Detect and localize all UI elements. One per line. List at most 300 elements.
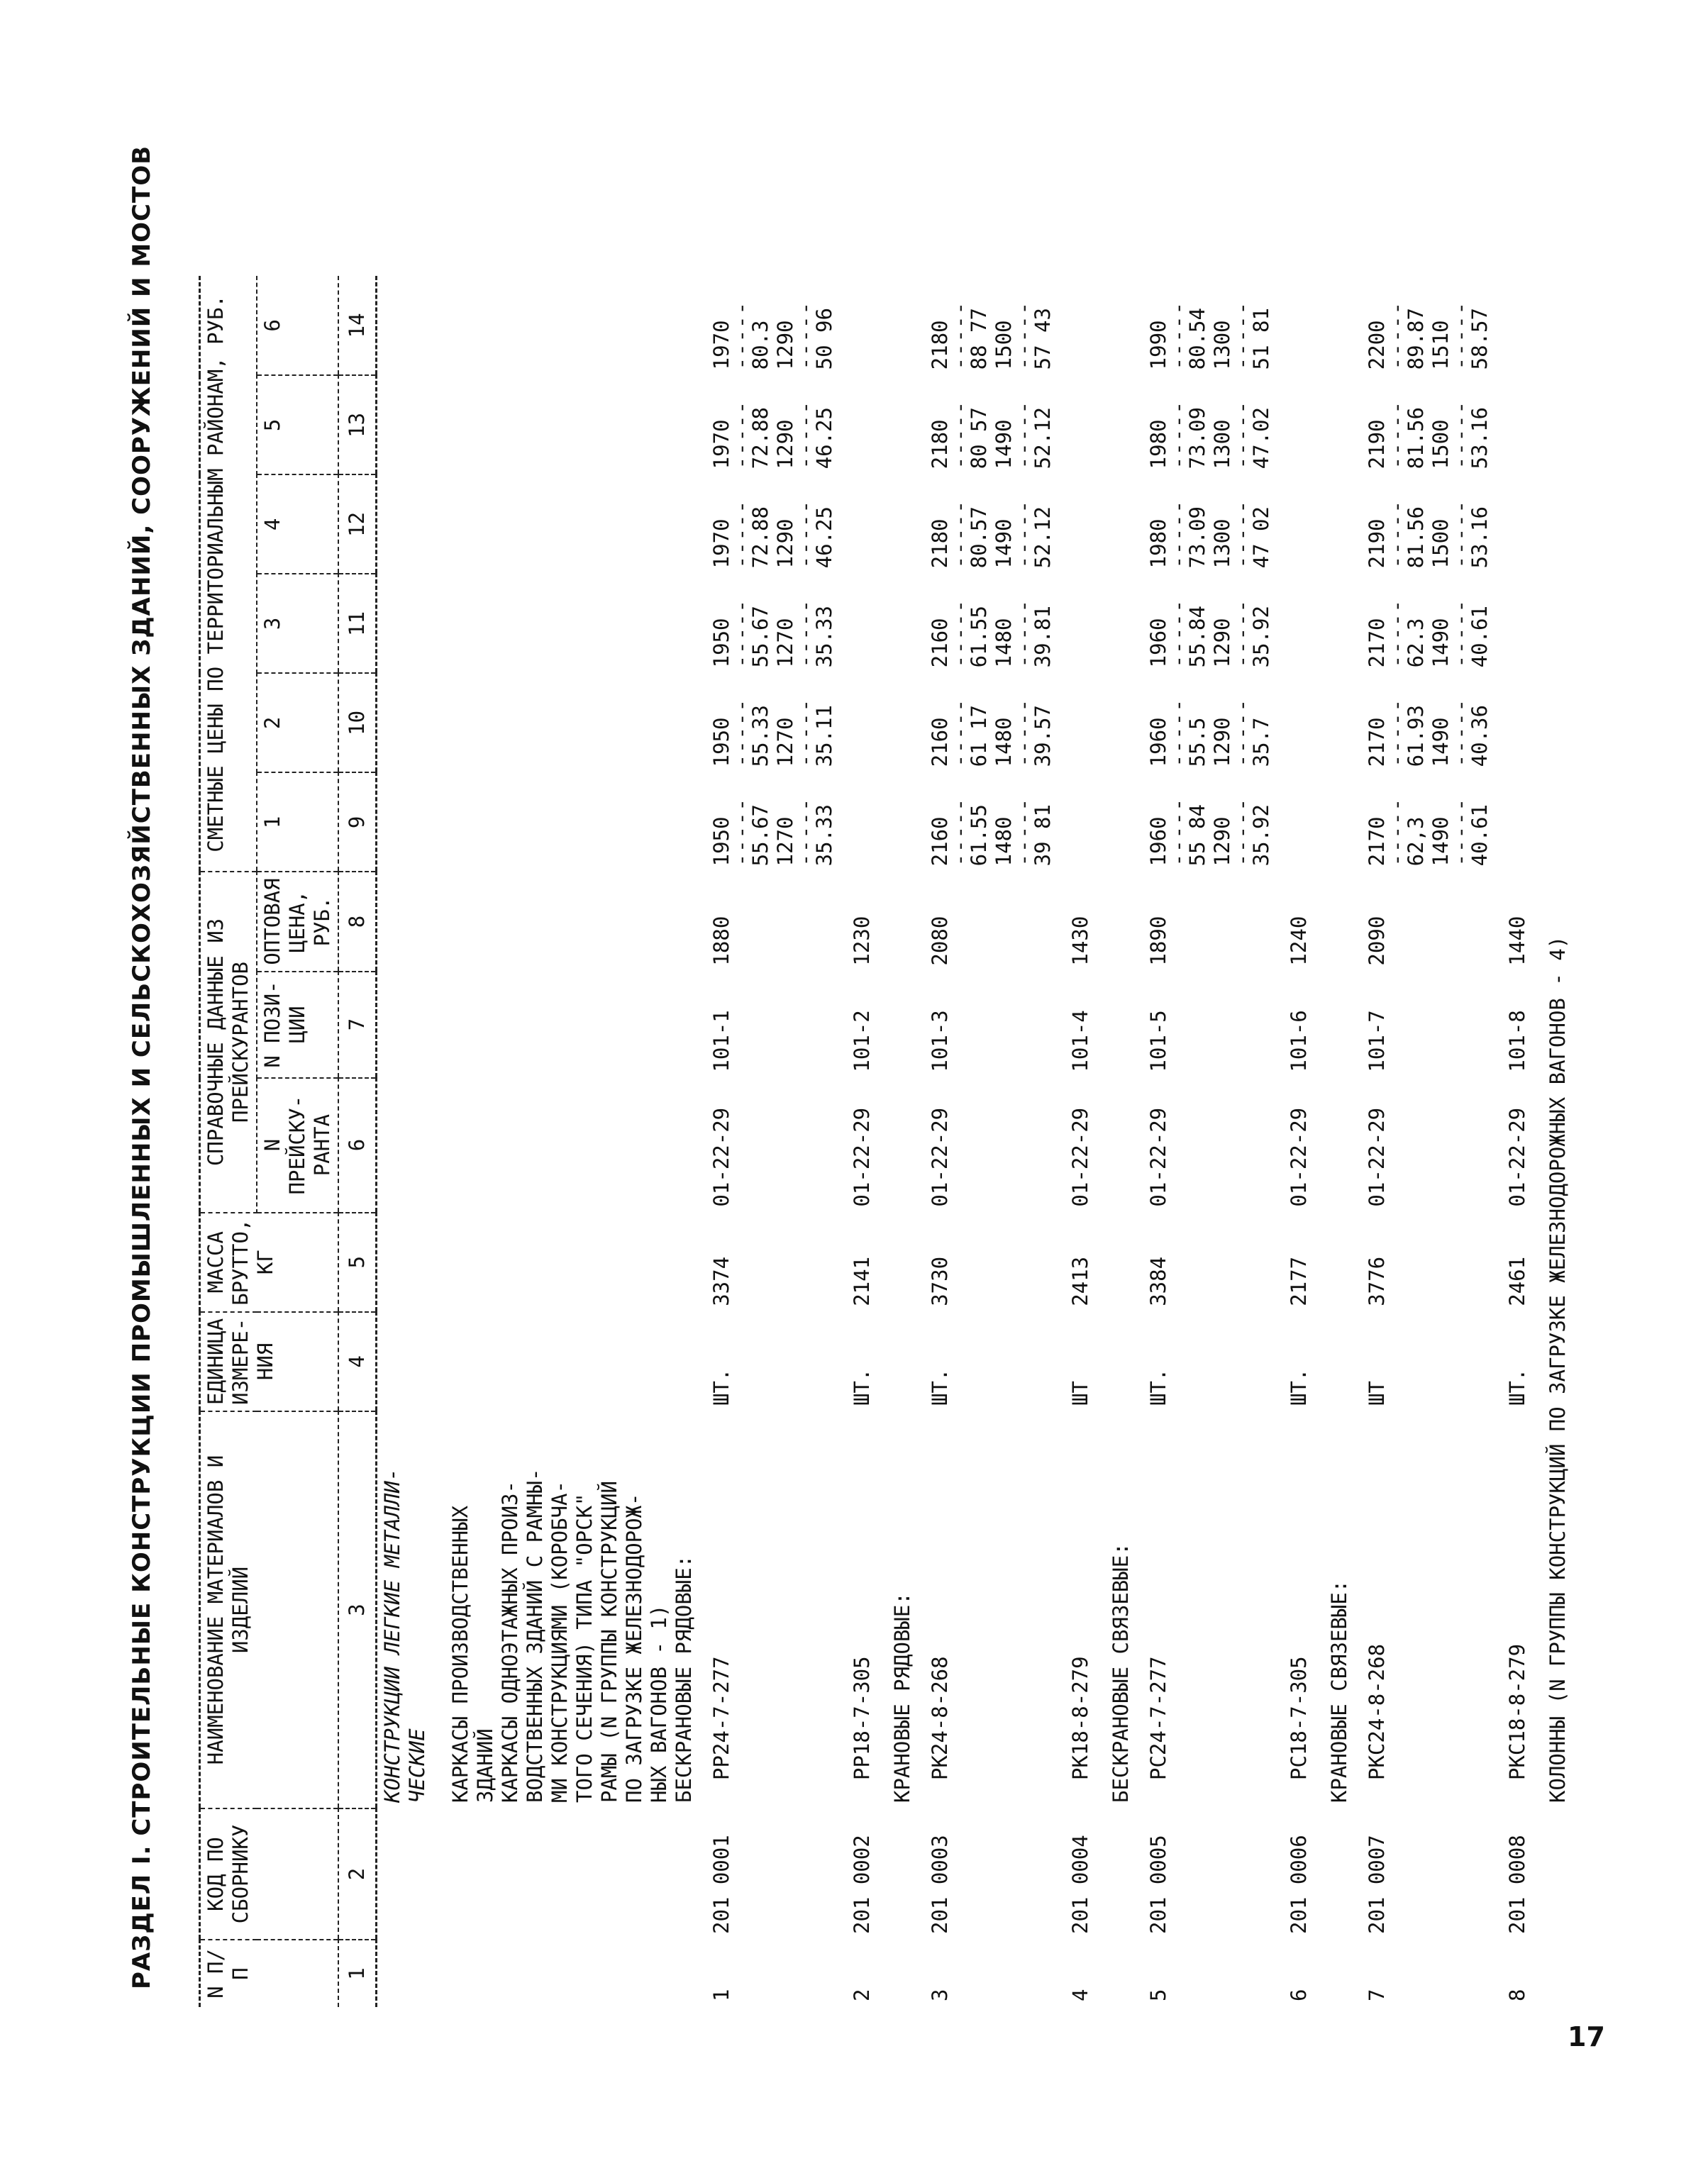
region-price [1136,772,1277,872]
row-code: 201 0005 [1146,1835,1170,1934]
row-mass: 2461 [1505,1256,1529,1306]
dash-divider: ----- [1448,698,1473,767]
header-prices-group: СМЕТНЫЕ ЦЕНЫ ПО ТЕРРИТОРИАЛЬНЫМ РАЙОНАМ, РУБ. [200,276,257,872]
region-price [918,772,1058,872]
colnum: 13 [338,375,377,474]
price-extra: 52.12 [1031,407,1055,469]
row-position: 101-5 [1146,1010,1170,1072]
dash-divider: ----- [1166,301,1190,370]
header-mass: МАССА БРУТТО, КГ [200,1213,339,1312]
dash-divider: ----- [793,698,817,767]
header-region-6: 6 [257,276,338,375]
dash-divider: ----- [948,797,972,867]
price-bottom: 1300 [1210,419,1234,469]
price-top: 1950 [709,816,733,867]
price-top: 1980 [1146,518,1170,569]
row-unit: ШТ. [850,1368,874,1406]
region-price [1355,474,1495,574]
price-frac: 61 17 [967,705,991,767]
price-extra: 50 96 [812,308,836,370]
row-position: 101-6 [1287,1010,1311,1072]
colnum: 10 [338,673,377,772]
dash-divider: ----- [729,698,753,767]
header-region-2: 2 [257,673,338,772]
colnum: 2 [338,1808,377,1940]
region-price [918,673,1058,772]
region-price [699,673,840,772]
header-ref-group: СПРАВОЧНЫЕ ДАННЫЕ ИЗ ПРЕЙСКУРАНТОВ [200,872,257,1212]
price-bottom: 1490 [1429,717,1453,767]
row-number: 4 [1068,1989,1092,2001]
row-mass: 3730 [928,1256,952,1306]
region-price [1277,474,1314,574]
footer-row [1533,276,1573,2007]
price-bottom: 1490 [1429,618,1453,668]
price-frac: 80.54 [1185,308,1209,370]
dash-divider: ----- [948,301,972,370]
dash-divider: ----- [948,400,972,469]
row-number: 7 [1365,1989,1389,2001]
row-position: 101-2 [850,1010,874,1072]
price-extra: 39.57 [1031,705,1055,767]
dash-divider: ----- [1385,499,1409,569]
dash-divider: ----- [1011,698,1036,767]
row-wholesale: 1880 [709,916,733,966]
region-price [840,772,877,872]
dash-divider: ----- [1448,400,1473,469]
price-top: 2160 [928,618,952,668]
price-bottom: 1500 [992,320,1016,370]
price-extra: 58.57 [1468,308,1492,370]
dash-divider: ----- [793,797,817,867]
colnum: 12 [338,474,377,574]
region-price [918,574,1058,673]
price-top: 1950 [709,618,733,668]
colnum: 8 [338,872,377,971]
price-top: 2160 [928,816,952,867]
region-price [699,474,840,574]
dash-divider: ----- [1385,301,1409,370]
price-frac: 72.88 [748,506,772,569]
row-unit: ШТ [1068,1381,1092,1406]
price-extra: 47 02 [1249,506,1273,569]
row-pricelist: 01-22-29 [1146,1107,1170,1207]
row-pricelist: 01-22-29 [709,1107,733,1207]
dash-divider: ----- [1166,599,1190,668]
region-price [1355,772,1495,872]
row-mass: 2141 [850,1256,874,1306]
region-price [1495,276,1533,375]
region-price [1495,673,1533,772]
row-mass: 3384 [1146,1256,1170,1306]
page-number: 17 [1568,2021,1605,2052]
row-wholesale: 1430 [1068,916,1092,966]
colnum: 6 [338,1078,377,1213]
price-extra: 35.7 [1249,717,1273,767]
header-pricelist: N ПРЕЙСКУ- РАНТА [257,1078,338,1213]
group-heading-row [1096,276,1136,2007]
price-bottom: 1490 [992,419,1016,469]
price-frac: 88 77 [967,308,991,370]
price-top: 1990 [1146,320,1170,370]
region-price [1355,673,1495,772]
row-wholesale: 1230 [850,916,874,966]
dash-divider: ----- [1230,797,1254,867]
price-bottom: 1290 [1210,717,1234,767]
row-unit: ШТ. [1505,1368,1529,1406]
price-extra: 35.11 [812,705,836,767]
region-price [840,574,877,673]
dash-divider: ----- [793,599,817,668]
intro-line: КАРКАСЫ ПРОИЗВОДСТВЕННЫХ [448,1505,472,1803]
row-position: 101-3 [928,1010,952,1072]
price-extra: 53.16 [1468,506,1492,569]
region-price [1277,375,1314,474]
price-bottom: 1290 [773,320,797,370]
price-top: 1980 [1146,419,1170,469]
dash-divider: ----- [729,599,753,668]
price-top: 2200 [1365,320,1389,370]
dash-divider: ----- [1011,499,1036,569]
dash-divider: ----- [1385,400,1409,469]
row-code: 201 0006 [1287,1835,1311,1934]
region-price [1355,276,1495,375]
price-bottom: 1490 [1429,816,1453,867]
region-price [1136,673,1277,772]
row-code: 201 0002 [850,1835,874,1934]
price-extra: 52.12 [1031,506,1055,569]
dash-divider: ----- [729,499,753,569]
price-bottom: 1500 [1429,419,1453,469]
header-code: КОД ПО СБОРНИКУ [200,1808,339,1940]
intro-heading: КОНСТРУКЦИИ ЛЕГКИЕ МЕТАЛЛИ- ЧЕСКИЕ [380,1468,429,1803]
price-frac: 81.56 [1404,506,1428,569]
region-price [1355,375,1495,474]
row-mass: 3776 [1365,1256,1389,1306]
dash-divider: ----- [1448,599,1473,668]
price-bottom: 1270 [773,717,797,767]
region-price [1277,276,1314,375]
price-bottom: 1510 [1429,320,1453,370]
price-frac: 89.87 [1404,308,1428,370]
price-top: 2180 [928,518,952,569]
row-code: 201 0003 [928,1835,952,1934]
dash-divider: ----- [1385,698,1409,767]
row-name: РКС18-8-279 [1505,1643,1529,1780]
header-name: НАИМЕНОВАНИЕ МАТЕРИАЛОВ И ИЗДЕЛИЙ [200,1411,339,1808]
price-frac: 80.3 [748,320,772,370]
price-frac: 72.88 [748,407,772,469]
row-name: РР24-7-277 [709,1656,733,1780]
table-row [1136,276,1277,2007]
row-wholesale: 2090 [1365,916,1389,966]
dash-divider: ----- [1230,400,1254,469]
price-top: 2180 [928,320,952,370]
intro-row [377,276,700,2007]
dash-divider: ----- [1385,797,1409,867]
region-price [918,474,1058,574]
price-frac: 55.67 [748,606,772,668]
colnum: 1 [338,1940,377,2007]
price-bottom: 1500 [1429,518,1453,569]
intro-line: РАМЫ (N ГРУППЫ КОНСТРУКЦИЙ [597,1481,621,1803]
row-code: 201 0001 [709,1835,733,1934]
dash-divider: ----- [729,400,753,469]
table-row [918,276,1058,2007]
colnum: 5 [338,1213,377,1312]
price-extra: 57 43 [1031,308,1055,370]
row-number: 8 [1505,1989,1529,2001]
region-price [1058,772,1096,872]
price-frac: 55.5 [1185,717,1209,767]
row-position: 101-1 [709,1010,733,1072]
intro-line: БЕСКРАНОВЫЕ РЯДОВЫЕ: [672,1555,696,1803]
dash-divider: ----- [1230,499,1254,569]
price-bottom: 1300 [1210,518,1234,569]
price-frac: 73.09 [1185,506,1209,569]
region-price [1495,375,1533,474]
header-unit: ЕДИНИЦА ИЗМЕРЕ- НИЯ [200,1312,339,1411]
colnum: 11 [338,574,377,673]
price-top: 1960 [1146,816,1170,867]
row-pricelist: 01-22-29 [1068,1107,1092,1207]
dash-divider: ----- [1011,301,1036,370]
price-top: 1970 [709,419,733,469]
row-unit: ШТ. [1287,1368,1311,1406]
intro-line: ВОДСТВЕННЫХ ЗДАНИЙ С РАМНЫ- [523,1468,547,1803]
region-price [1495,474,1533,574]
group-heading: КРАНОВЫЕ СВЯЗЕВЫЕ: [1327,1579,1351,1803]
region-price [1058,574,1096,673]
group-heading-row [1314,276,1355,2007]
price-top: 2170 [1365,618,1389,668]
region-price [1136,276,1277,375]
colnum: 3 [338,1411,377,1808]
price-extra: 53.16 [1468,407,1492,469]
dash-divider: ----- [729,301,753,370]
region-price [1136,574,1277,673]
colnum: 14 [338,276,377,375]
colnum: 4 [338,1312,377,1411]
row-name: РК18-8-279 [1068,1656,1092,1780]
price-bottom: 1290 [773,419,797,469]
row-mass: 2177 [1287,1256,1311,1306]
section-title: РАЗДЕЛ I. СТРОИТЕЛЬНЫЕ КОНСТРУКЦИИ ПРОМЫШЛЕННЫХ И СЕЛЬСКОХОЗЯЙСТВЕННЫХ ЗДАНИЙ, СООРУЖЕНИЙ И МОСТОВ [128,145,156,1990]
row-mass: 3374 [709,1256,733,1306]
dash-divider: ----- [1011,400,1036,469]
dash-divider: ----- [1166,797,1190,867]
price-table [199,276,1573,2007]
region-price [840,276,877,375]
price-frac: 61.55 [967,606,991,668]
price-top: 1950 [709,717,733,767]
dash-divider: ----- [793,400,817,469]
price-frac: 73.09 [1185,407,1209,469]
row-unit: ШТ [1365,1381,1389,1406]
header-region-5: 5 [257,375,338,474]
intro-line: КАРКАСЫ ОДНОЭТАЖНЫХ ПРОИЗ- [498,1481,522,1803]
header-region-3: 3 [257,574,338,673]
price-extra: 40.36 [1468,705,1492,767]
row-unit: ШТ. [1146,1368,1170,1406]
dash-divider: ----- [1230,301,1254,370]
price-bottom: 1290 [1210,618,1234,668]
region-price [1058,375,1096,474]
dash-divider: ----- [1166,400,1190,469]
price-bottom: 1300 [1210,320,1234,370]
price-extra: 39.81 [1031,606,1055,668]
row-position: 101-7 [1365,1010,1389,1072]
table-row [1495,276,1533,2007]
region-price [1355,574,1495,673]
region-price [1277,574,1314,673]
price-bottom: 1480 [992,717,1016,767]
intro-line: ТОГО СЕЧЕНИЯ) ТИПА "ОРСК" [572,1493,597,1803]
row-pricelist: 01-22-29 [850,1107,874,1207]
price-frac: 62.3 [1404,618,1428,668]
price-top: 2190 [1365,419,1389,469]
rotated-sheet [121,113,1582,2021]
region-price [1495,574,1533,673]
price-extra: 40.61 [1468,606,1492,668]
price-frac: 80 57 [967,407,991,469]
row-number: 5 [1146,1989,1170,2001]
row-pricelist: 01-22-29 [1287,1107,1311,1207]
dash-divider: ----- [948,698,972,767]
row-code: 201 0004 [1068,1835,1092,1934]
price-top: 2160 [928,717,952,767]
price-bottom: 1270 [773,816,797,867]
row-position: 101-4 [1068,1010,1092,1072]
row-number: 6 [1287,1989,1311,2001]
group-heading-row [877,276,918,2007]
row-pricelist: 01-22-29 [1505,1107,1529,1207]
region-price [840,474,877,574]
table-row [699,276,840,2007]
table-body [377,276,1534,2007]
dash-divider: ----- [948,499,972,569]
price-frac: 62,3 [1404,816,1428,867]
price-extra: 46.25 [812,506,836,569]
row-pricelist: 01-22-29 [928,1107,952,1207]
intro-line: ПО ЗАГРУЗКЕ ЖЕЛЕЗНОДОРОЖ- [622,1493,646,1803]
dash-divider: ----- [1448,301,1473,370]
row-name: РС18-7-305 [1287,1656,1311,1780]
price-frac: 81.56 [1404,407,1428,469]
region-price [1277,673,1314,772]
price-bottom: 1290 [1210,816,1234,867]
price-extra: 40.61 [1468,804,1492,867]
price-extra: 35.33 [812,606,836,668]
row-wholesale: 1240 [1287,916,1311,966]
price-frac: 55 84 [1185,804,1209,867]
region-price [1136,474,1277,574]
row-wholesale: 1890 [1146,916,1170,966]
price-bottom: 1490 [992,518,1016,569]
price-extra: 51 81 [1249,308,1273,370]
row-pricelist: 01-22-29 [1365,1107,1389,1207]
colnum: 7 [338,972,377,1078]
dash-divider: ----- [1230,698,1254,767]
price-frac: 55.67 [748,804,772,867]
intro-line: ЗДАНИЙ [473,1728,497,1803]
table-row [840,276,877,2007]
dash-divider: ----- [793,301,817,370]
dash-divider: ----- [1011,797,1036,867]
row-number: 2 [850,1989,874,2001]
price-bottom: 1480 [992,816,1016,867]
row-name: РР18-7-305 [850,1656,874,1780]
region-price [699,375,840,474]
group-heading: БЕСКРАНОВЫЕ СВЯЗЕВЫЕ: [1109,1543,1133,1803]
region-price [840,673,877,772]
dash-divider: ----- [1166,698,1190,767]
price-extra: 46.25 [812,407,836,469]
dash-divider: ----- [729,797,753,867]
price-bottom: 1290 [773,518,797,569]
region-price [1277,772,1314,872]
price-top: 2170 [1365,717,1389,767]
price-extra: 35.92 [1249,606,1273,668]
region-price [699,276,840,375]
price-top: 2180 [928,419,952,469]
price-top: 1960 [1146,618,1170,668]
colnum: 9 [338,772,377,872]
region-price [1058,474,1096,574]
header-region-4: 4 [257,474,338,574]
dash-divider: ----- [1448,797,1473,867]
header-wholesale: ОПТОВАЯ ЦЕНА, РУБ. [257,872,338,971]
dash-divider: ----- [1166,499,1190,569]
table-row [1355,276,1495,2007]
price-extra: 35.92 [1249,804,1273,867]
region-price [918,375,1058,474]
region-price [840,375,877,474]
dash-divider: ----- [948,599,972,668]
row-code: 201 0007 [1365,1835,1389,1934]
price-extra: 35.33 [812,804,836,867]
price-bottom: 1480 [992,618,1016,668]
row-name: РКС24-8-268 [1365,1643,1389,1780]
price-frac: 80.57 [967,506,991,569]
price-frac: 61.55 [967,804,991,867]
intro-line: НЫХ ВАГОНОВ - 1) [647,1604,671,1803]
header-np: N П/П [200,1940,339,2007]
row-mass: 2413 [1068,1256,1092,1306]
price-extra: 47.02 [1249,407,1273,469]
price-bottom: 1270 [773,618,797,668]
region-price [918,276,1058,375]
header-region-1: 1 [257,772,338,872]
price-top: 2170 [1365,816,1389,867]
header-position: N ПОЗИ- ЦИИ [257,972,338,1078]
region-price [1058,673,1096,772]
price-frac: 55.84 [1185,606,1209,668]
table-row [1277,276,1314,2007]
price-top: 1960 [1146,717,1170,767]
region-price [1058,276,1096,375]
row-unit: ШТ. [709,1368,733,1406]
price-top: 1970 [709,518,733,569]
dash-divider: ----- [1448,499,1473,569]
price-extra: 39 81 [1031,804,1055,867]
region-price [1136,375,1277,474]
region-price [699,574,840,673]
row-number: 3 [928,1989,952,2001]
intro-line: МИ КОНСТРУКЦИЯМИ (КОРОБЧА- [548,1481,572,1803]
region-price [1495,772,1533,872]
dash-divider: ----- [1011,599,1036,668]
